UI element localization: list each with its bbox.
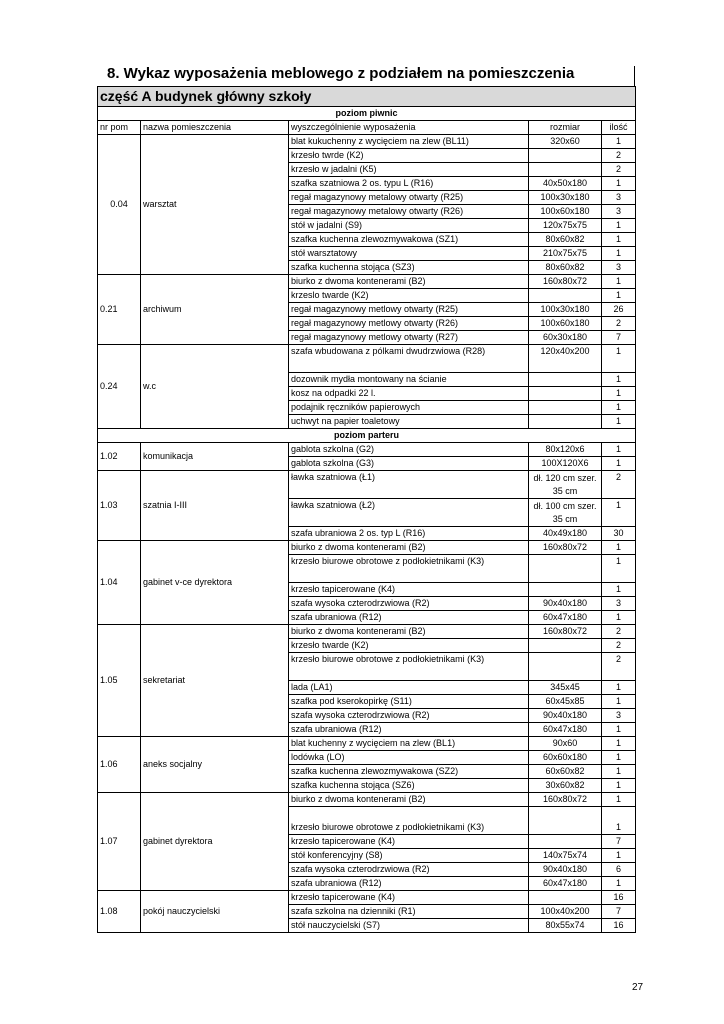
item-quantity: 1 (602, 849, 636, 863)
item-quantity: 1 (602, 135, 636, 149)
item-size: 90x40x180 (529, 709, 602, 723)
item-description: biurko z dwoma kontenerami (B2) (289, 793, 529, 807)
item-quantity: 1 (602, 275, 636, 289)
item-description: szafa wysoka czterodrzwiowa (R2) (289, 709, 529, 723)
column-header-rozmiar: rozmiar (529, 121, 602, 135)
column-header-ilosc: ilość (602, 121, 636, 135)
item-size: dł. 120 cm szer. 35 cm (529, 471, 602, 499)
room-name: w.c (141, 345, 289, 429)
item-description: krzesło biurowe obrotowe z podłokietnikami (K3) (289, 653, 529, 681)
room-number: 0.04 (98, 135, 141, 275)
item-quantity: 1 (602, 807, 636, 835)
item-description: szafa ubraniowa (R12) (289, 611, 529, 625)
item-description: szafka kuchenna stojąca (SZ6) (289, 779, 529, 793)
room-name: gabinet dyrektora (141, 793, 289, 891)
column-header-nr: nr pom (98, 121, 141, 135)
item-quantity: 1 (602, 793, 636, 807)
item-size (529, 891, 602, 905)
column-header-wyposazenie: wyszczególnienie wyposażenia (289, 121, 529, 135)
item-size: 80x120x6 (529, 443, 602, 457)
room-name: warsztat (141, 135, 289, 275)
item-quantity: 2 (602, 471, 636, 499)
item-quantity: 1 (602, 443, 636, 457)
level-heading: poziom piwnic (98, 107, 636, 121)
item-quantity: 1 (602, 247, 636, 261)
item-description: uchwyt na papier toaletowy (289, 415, 529, 429)
table-row (98, 891, 636, 905)
item-description: szafa szkolna na dzienniki (R1) (289, 905, 529, 919)
item-size (529, 149, 602, 163)
item-description: krzesło tapicerowane (K4) (289, 835, 529, 849)
item-description: lada (LA1) (289, 681, 529, 695)
item-quantity: 1 (602, 583, 636, 597)
item-quantity: 2 (602, 625, 636, 639)
item-size: 80x60x82 (529, 261, 602, 275)
item-quantity: 7 (602, 835, 636, 849)
item-quantity: 16 (602, 919, 636, 933)
item-description: blat kuchenny z wycięciem na zlew (BL1) (289, 737, 529, 751)
item-size: 160x80x72 (529, 275, 602, 289)
item-description: regał magazynowy metalowy otwarty (R26) (289, 205, 529, 219)
item-size: 60x60x180 (529, 751, 602, 765)
item-description: ławka szatniowa (Ł1) (289, 471, 529, 499)
item-description: kosz na odpadki 22 l. (289, 387, 529, 401)
item-quantity: 7 (602, 905, 636, 919)
item-quantity: 1 (602, 541, 636, 555)
item-description: krzesło twarde (K2) (289, 639, 529, 653)
item-size: 60x47x180 (529, 611, 602, 625)
item-quantity: 3 (602, 205, 636, 219)
item-quantity: 1 (602, 219, 636, 233)
item-description: szafka pod kserokopirkę (S11) (289, 695, 529, 709)
section-title: 8. Wykaz wyposażenia meblowego z podziałem na pomieszczenia (107, 65, 575, 82)
item-description: szafa ubraniowa 2 os. typ L (R16) (289, 527, 529, 541)
table-row (98, 345, 636, 373)
item-size (529, 401, 602, 415)
item-description: krzesło biurowe obrotowe z podłokietnikami (K3) (289, 807, 529, 835)
room-number: 0.24 (98, 345, 141, 429)
item-description: stół w jadalni (S9) (289, 219, 529, 233)
room-name: gabinet v-ce dyrektora (141, 541, 289, 625)
item-description: biurko z dwoma kontenerami (B2) (289, 275, 529, 289)
item-size: 120x75x75 (529, 219, 602, 233)
item-description: krzesło twrde (K2) (289, 149, 529, 163)
item-size: 160x80x72 (529, 793, 602, 807)
table-row (98, 737, 636, 751)
item-size (529, 639, 602, 653)
item-description: regał magazynowy metlowy otwarty (R26) (289, 317, 529, 331)
room-number: 1.06 (98, 737, 141, 793)
item-description: regał magazynowy metlowy otwarty (R27) (289, 331, 529, 345)
item-quantity: 3 (602, 709, 636, 723)
item-description: szafka szatniowa 2 os. typu L (R16) (289, 177, 529, 191)
item-size: 120x40x200 (529, 345, 602, 373)
item-description: krzesło tapicerowane (K4) (289, 583, 529, 597)
item-size: 60x47x180 (529, 877, 602, 891)
room-number: 1.07 (98, 793, 141, 891)
table-row (98, 275, 636, 289)
item-description: szafka kuchenna zlewozmywakowa (SZ1) (289, 233, 529, 247)
item-quantity: 3 (602, 261, 636, 275)
item-quantity: 1 (602, 611, 636, 625)
item-quantity: 30 (602, 527, 636, 541)
item-size: 140x75x74 (529, 849, 602, 863)
item-quantity: 1 (602, 555, 636, 583)
item-quantity: 2 (602, 639, 636, 653)
column-header-nazwa: nazwa pomieszczenia (141, 121, 289, 135)
item-size: 30x60x82 (529, 779, 602, 793)
item-size: 100x60x180 (529, 205, 602, 219)
room-number: 1.02 (98, 443, 141, 471)
item-size: 100x40x200 (529, 905, 602, 919)
item-size: 60x60x82 (529, 765, 602, 779)
item-quantity: 1 (602, 765, 636, 779)
item-description: stół nauczycielski (S7) (289, 919, 529, 933)
table-row (98, 471, 636, 499)
item-size: 60x47x180 (529, 723, 602, 737)
item-description: podajnik ręczników papierowych (289, 401, 529, 415)
item-size: 90x60 (529, 737, 602, 751)
room-name: archiwum (141, 275, 289, 345)
item-size: 40x49x180 (529, 527, 602, 541)
item-description: biurko z dwoma kontenerami (B2) (289, 625, 529, 639)
item-description: blat kukuchenny z wycięciem na zlew (BL11) (289, 135, 529, 149)
item-size (529, 415, 602, 429)
item-quantity: 6 (602, 863, 636, 877)
item-description: krzesło tapicerowane (K4) (289, 891, 529, 905)
item-quantity: 1 (602, 737, 636, 751)
item-description: szafa wysoka czterodrzwiowa (R2) (289, 597, 529, 611)
item-description: biurko z dwoma kontenerami (B2) (289, 541, 529, 555)
equipment-table (97, 86, 636, 933)
item-size (529, 583, 602, 597)
item-quantity: 1 (602, 695, 636, 709)
item-size: 160x80x72 (529, 625, 602, 639)
table-row (98, 135, 636, 149)
room-number: 0.21 (98, 275, 141, 345)
room-name: komunikacja (141, 443, 289, 471)
item-size: 100x60x180 (529, 317, 602, 331)
item-quantity: 1 (602, 681, 636, 695)
item-description: szafa wbudowana z pólkami dwudrzwiowa (R28) (289, 345, 529, 373)
table-row (98, 541, 636, 555)
room-name: aneks socjalny (141, 737, 289, 793)
item-quantity: 1 (602, 233, 636, 247)
item-quantity: 1 (602, 177, 636, 191)
item-size (529, 387, 602, 401)
item-quantity: 1 (602, 877, 636, 891)
item-size (529, 807, 602, 835)
item-size: 90x40x180 (529, 863, 602, 877)
item-size: 90x40x180 (529, 597, 602, 611)
item-quantity: 1 (602, 723, 636, 737)
item-size (529, 653, 602, 681)
item-quantity: 2 (602, 149, 636, 163)
item-quantity: 3 (602, 597, 636, 611)
item-description: szafka kuchenna zlewozmywakowa (SZ2) (289, 765, 529, 779)
item-quantity: 1 (602, 415, 636, 429)
level-heading: poziom parteru (98, 429, 636, 443)
item-quantity: 1 (602, 457, 636, 471)
item-size: 100x30x180 (529, 191, 602, 205)
room-number: 1.05 (98, 625, 141, 737)
item-quantity: 2 (602, 653, 636, 681)
item-description: szafa ubraniowa (R12) (289, 723, 529, 737)
item-size: 100x30x180 (529, 303, 602, 317)
item-size: 320x60 (529, 135, 602, 149)
item-size: 210x75x75 (529, 247, 602, 261)
item-quantity: 7 (602, 331, 636, 345)
item-description: lodówka (LO) (289, 751, 529, 765)
item-quantity: 1 (602, 387, 636, 401)
item-quantity: 16 (602, 891, 636, 905)
item-size: 80x60x82 (529, 233, 602, 247)
item-description: szafka kuchenna stojąca (SZ3) (289, 261, 529, 275)
item-size (529, 835, 602, 849)
level-row (98, 107, 636, 121)
room-name: szatnia I-III (141, 471, 289, 541)
item-size: 100X120X6 (529, 457, 602, 471)
room-number: 1.03 (98, 471, 141, 541)
item-quantity: 26 (602, 303, 636, 317)
item-description: stół warsztatowy (289, 247, 529, 261)
item-description: krzeslo twarde (K2) (289, 289, 529, 303)
room-name: pokój nauczycielski (141, 891, 289, 933)
page-number: 27 (632, 982, 644, 993)
item-description: krzesło biurowe obrotowe z podłokietnikami (K3) (289, 555, 529, 583)
item-description: gablota szkolna (G2) (289, 443, 529, 457)
table-row (98, 625, 636, 639)
item-description: gablota szkolna (G3) (289, 457, 529, 471)
item-description: szafa wysoka czterodrzwiowa (R2) (289, 863, 529, 877)
item-quantity: 2 (602, 317, 636, 331)
room-name: sekretariat (141, 625, 289, 737)
item-size: dł. 100 cm szer. 35 cm (529, 499, 602, 527)
item-description: regał magazynowy metalowy otwarty (R25) (289, 191, 529, 205)
column-header-row (98, 121, 636, 135)
item-size (529, 373, 602, 387)
item-size (529, 289, 602, 303)
room-number: 1.08 (98, 891, 141, 933)
item-description: krzesło w jadalni (K5) (289, 163, 529, 177)
room-number: 1.04 (98, 541, 141, 625)
item-quantity: 1 (602, 289, 636, 303)
item-size (529, 163, 602, 177)
table-row (98, 443, 636, 457)
item-description: szafa ubraniowa (R12) (289, 877, 529, 891)
part-row (98, 87, 636, 107)
item-size: 40x50x180 (529, 177, 602, 191)
item-quantity: 2 (602, 163, 636, 177)
item-size: 160x80x72 (529, 541, 602, 555)
item-quantity: 1 (602, 373, 636, 387)
item-description: regał magazynowy metlowy otwarty (R25) (289, 303, 529, 317)
item-quantity: 1 (602, 751, 636, 765)
title-border (634, 66, 635, 86)
level-row (98, 429, 636, 443)
item-size: 60x45x85 (529, 695, 602, 709)
item-quantity: 1 (602, 499, 636, 527)
item-description: dozownik mydła montowany na ścianie (289, 373, 529, 387)
item-description: stół konferencyjny (S8) (289, 849, 529, 863)
item-description: ławka szatniowa (Ł2) (289, 499, 529, 527)
item-quantity: 1 (602, 401, 636, 415)
table-row (98, 793, 636, 807)
item-size: 60x30x180 (529, 331, 602, 345)
item-quantity: 1 (602, 345, 636, 373)
item-size (529, 555, 602, 583)
item-quantity: 3 (602, 191, 636, 205)
part-heading: część A budynek główny szkoły (98, 87, 636, 107)
item-quantity: 1 (602, 779, 636, 793)
item-size: 345x45 (529, 681, 602, 695)
item-size: 80x55x74 (529, 919, 602, 933)
